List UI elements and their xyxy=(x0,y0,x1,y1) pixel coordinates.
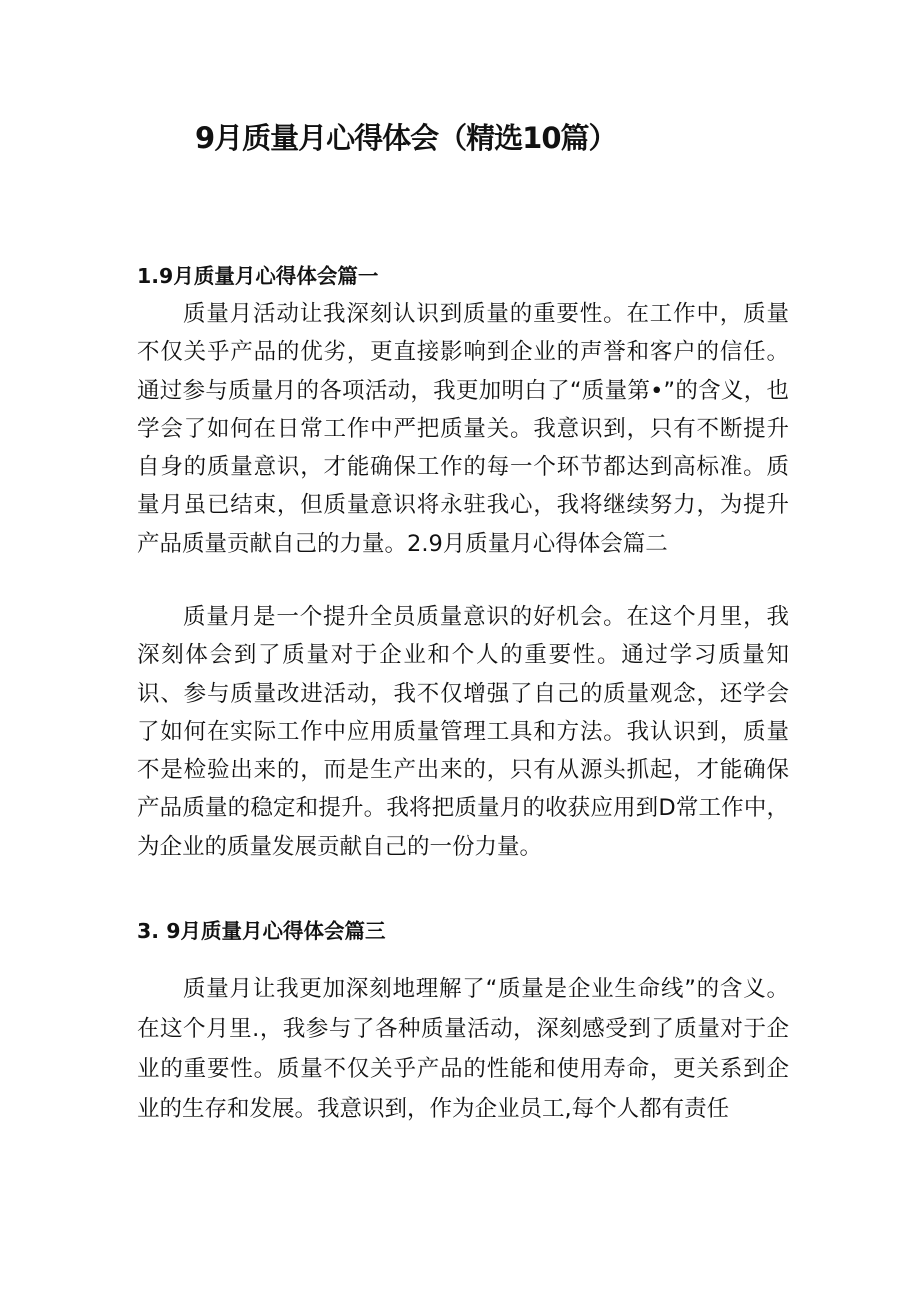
section-paragraph-1: 质量月活动让我深刻认识到质量的重要性。在工作中，质量不仅关乎产品的优劣，更直接影响到企业的声誉和客户的信任。通过参与质量月的各项活动，我更加明白了“质量第•”的含义，也学会了如何在日常工作中严把质量关。我意识到，只有不断提升自身的质量意识，才能确保工作的每一个环节都达到高标准。质量月虽已结束，但质量意识将永驻我心，我将继续努力，为提升产品质量贡献自己的力量。2.9月质量月心得体会篇二 xyxy=(137,301,789,557)
section-paragraph-2: 质量月是一个提升全员质量意识的好机会。在这个月里，我深刻体会到了质量对于企业和个人的重要性。通过学习质量知识、参与质量改进活动，我不仅增强了自己的质量观念，还学会了如何在实际工作中应用质量管理工具和方法。我认识到，质量不是检验出来的，而是生产出来的，只有从源头抓起，才能确保产品质量的稳定和提升。我将把质量月的收获应用到D常工作中，为企业的质量发展贡献自己的一份力量。 xyxy=(137,604,789,860)
section-heading-1: 1.9月质量月心得体会篇一 xyxy=(137,264,379,288)
page-title: 9月质量月心得体会（精选10篇） xyxy=(195,121,617,155)
section-paragraph-3: 质量月让我更加深刻地理解了“质量是企业生命线”的含义。在这个月里.，我参与了各种质量活动，深刻感受到了质量对于企业的重要性。质量不仅关乎产品的性能和使用寿命，更关系到企业的生存和发展。我意识到，作为企业员工,每个人都有责任 xyxy=(137,976,789,1122)
section-heading-3: 3. 9月质量月心得体会篇三 xyxy=(137,919,386,943)
